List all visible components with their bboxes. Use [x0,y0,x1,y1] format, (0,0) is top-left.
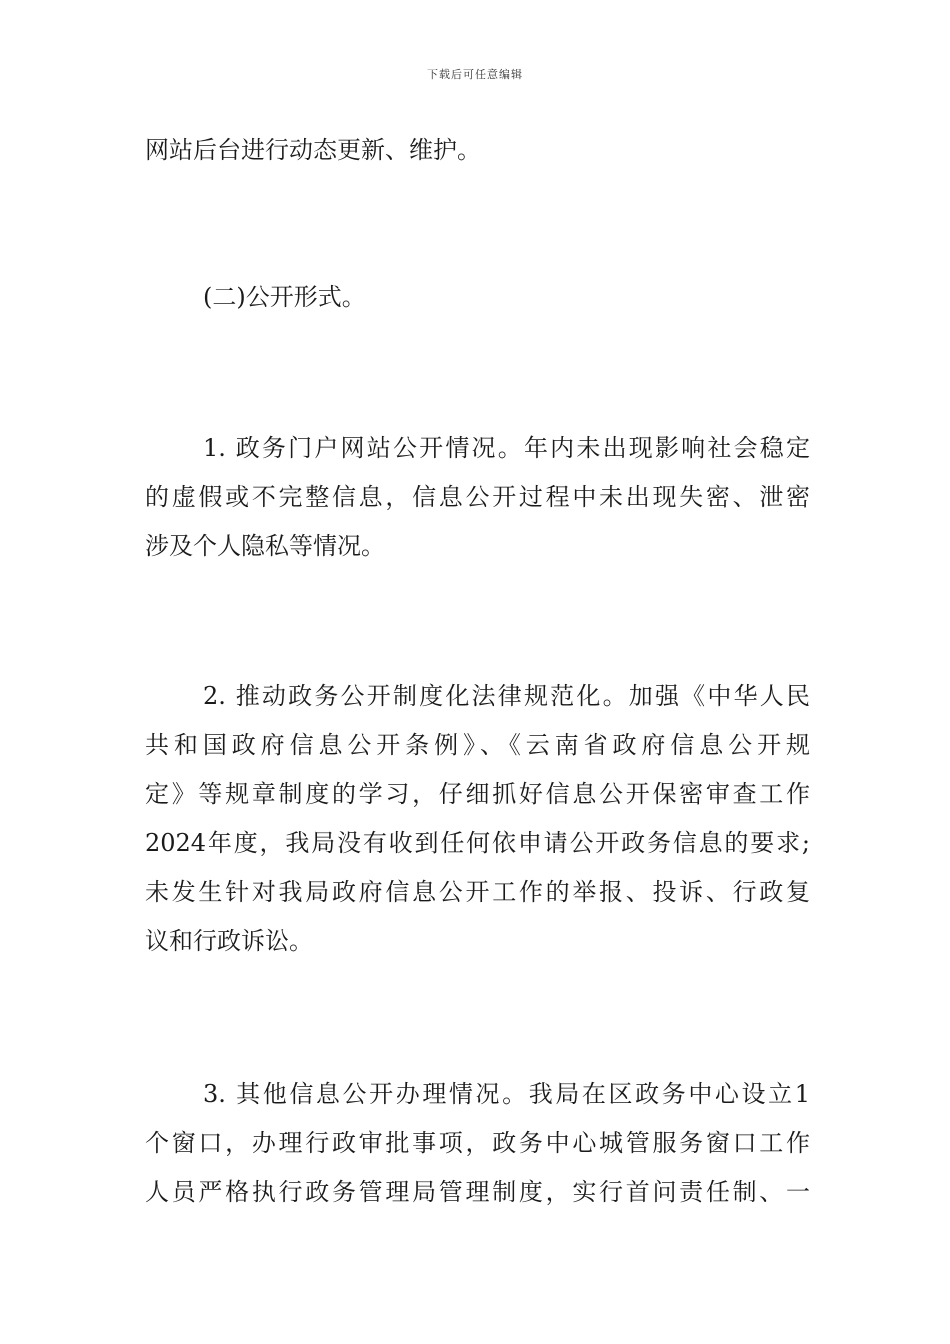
section-heading-text: (二)公开形式。 [203,283,366,311]
paragraph-line: 个窗口，办理行政审批事项，政务中心城管服务窗口工作 [145,1129,810,1157]
paragraph-line: 3. 其他信息公开办理情况。我局在区政务中心设立1 [203,1080,810,1108]
paragraph-continuation [145,126,810,175]
paragraph-line: 2. 推动政务公开制度化法律规范化。加强《中华人民 [203,682,810,710]
paragraph-line: 定》等规章制度的学习，仔细抓好信息公开保密审查工作 [145,780,810,808]
paragraph-line: 议和行政诉讼。 [145,927,313,955]
paragraph-3 [145,1070,810,1217]
paragraph-line: 人员严格执行政务管理局管理制度，实行首问责任制、一 [145,1178,810,1206]
paragraph-line: 共和国政府信息公开条例》、《云南省政府信息公开规 [145,731,810,759]
paragraph-line: 涉及个人隐私等情况。 [145,532,385,560]
header-note: 下载后可任意编辑 [427,68,523,81]
paragraph-line: 未发生针对我局政府信息公开工作的举报、投诉、行政复 [145,878,810,906]
paragraph-1 [145,424,810,571]
section-heading [145,273,810,322]
paragraph-line: 1. 政务门户网站公开情况。年内未出现影响社会稳定 [203,434,810,462]
paragraph-line: 的虚假或不完整信息，信息公开过程中未出现失密、泄密 [145,483,810,511]
paragraph-2 [145,672,810,966]
paragraph-line: 2024年度，我局没有收到任何依申请公开政务信息的要求; [145,829,810,857]
paragraph-line: 网站后台进行动态更新、维护。 [145,136,481,164]
